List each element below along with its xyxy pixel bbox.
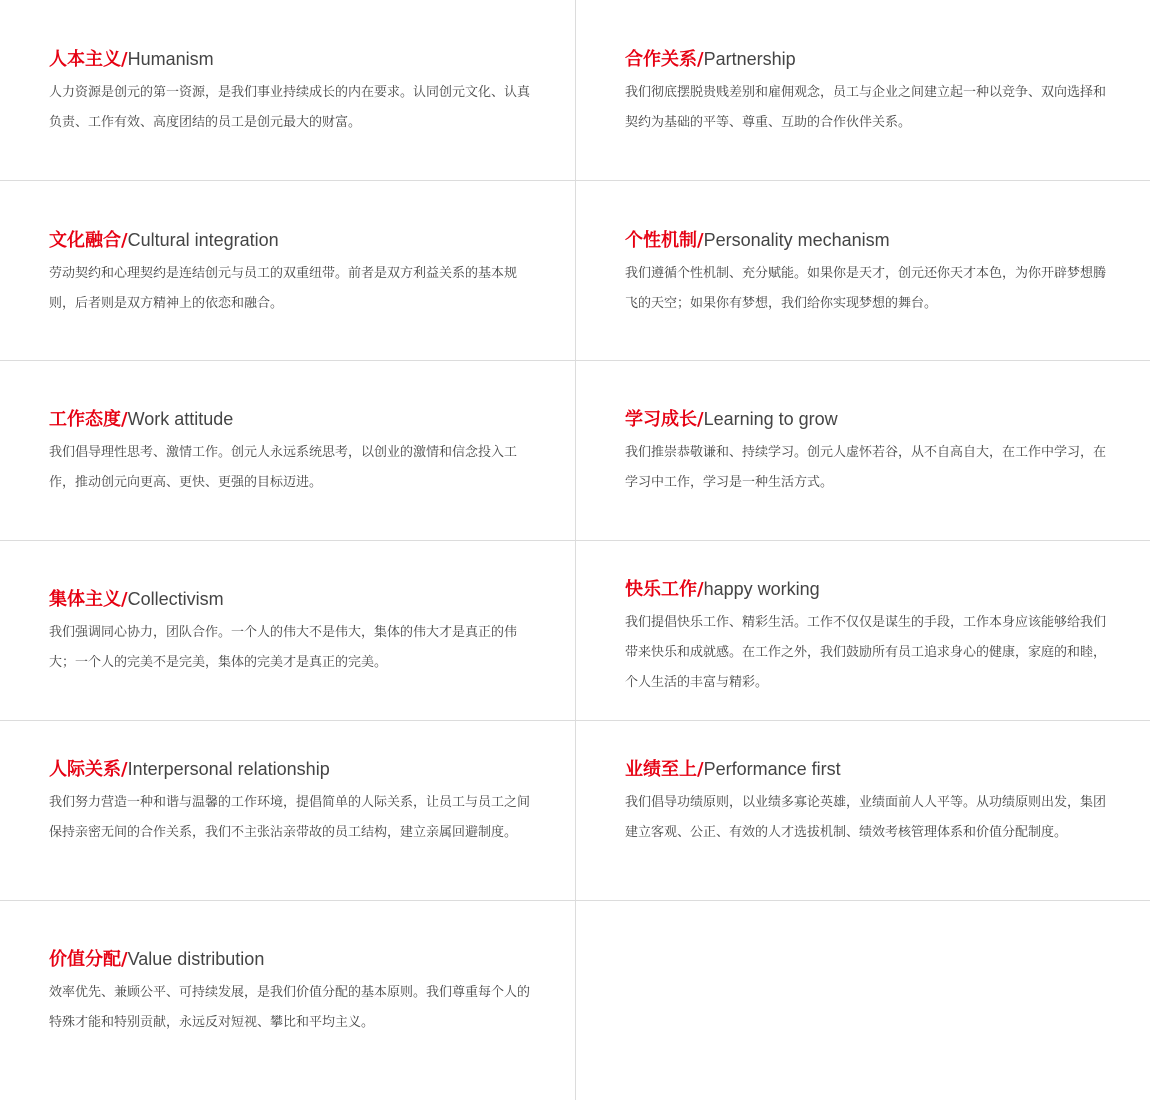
value-title [49,947,535,972]
value-description: 人力资源是创元的第一资源，是我们事业持续成长的内在要求。认同创元文化、认真负责、工作有效、高度团结的员工是创元最大的财富。 [49,85,531,130]
value-title [49,228,535,253]
value-description: 劳动契约和心理契约是连结创元与员工的双重纽带。前者是双方利益关系的基本规则，后者则是双方精神上的依恋和融合。 [49,266,518,311]
value-title-en: Value distribution [127,949,265,969]
value-title-zh: 人际关系/ [49,759,128,780]
value-title-en: Partnership [703,49,796,69]
value-description: 我们强调同心协力，团队合作。一个人的伟大不是伟大，集体的伟大才是真正的伟大；一个人的完美不是完美，集体的完美才是真正的完美。 [49,625,518,670]
value-description: 我们努力营造一种和谐与温馨的工作环境，提倡简单的人际关系，让员工与员工之间保持亲密无间的合作关系，我们不主张沾亲带故的员工结构，建立亲属回避制度。 [49,795,531,840]
value-item-humanism [0,47,575,138]
value-item-value-distribution [0,947,575,1038]
value-title-en: Collectivism [127,589,224,609]
row-divider [0,900,1150,901]
value-description: 我们倡导功绩原则，以业绩多寡论英雄，业绩面前人人平等。从功绩原则出发，集团建立客观、公正、有效的人才选拔机制、绩效考核管理体系和价值分配制度。 [625,795,1107,840]
value-title [625,47,1111,72]
value-description: 我们提倡快乐工作、精彩生活。工作不仅仅是谋生的手段，工作本身应该能够给我们带来快乐和成就感。在工作之外，我们鼓励所有员工追求身心的健康，家庭的和睦，个人生活的丰富与精彩。 [625,615,1107,690]
value-title-zh: 个性机制/ [625,230,704,251]
value-title-zh: 工作态度/ [49,409,128,430]
value-title-en: happy working [703,579,820,599]
value-title-zh: 合作关系/ [625,49,704,70]
column-divider [575,0,576,1100]
value-title-zh: 集体主义/ [49,589,128,610]
value-title-en: Personality mechanism [703,230,890,250]
value-title-zh: 价值分配/ [49,949,128,970]
row-divider [0,540,1150,541]
value-title-en: Humanism [127,49,214,69]
value-title-en: Work attitude [127,409,234,429]
value-description: 我们彻底摆脱贵贱差别和雇佣观念，员工与企业之间建立起一种以竞争、双向选择和契约为基础的平等、尊重、互助的合作伙伴关系。 [625,85,1107,130]
value-title [49,757,535,782]
value-title [625,757,1111,782]
value-item-cultural-integration [0,228,575,319]
value-item-partnership [576,47,1150,138]
value-title-en: Interpersonal relationship [127,759,330,779]
value-title [625,577,1111,602]
value-title [49,47,535,72]
value-title [49,407,535,432]
value-title [625,228,1111,253]
value-title-en: Cultural integration [127,230,279,250]
value-title-zh: 文化融合/ [49,230,128,251]
value-item-performance-first [576,757,1150,848]
value-item-work-attitude [0,407,575,498]
value-description: 我们倡导理性思考、激情工作。创元人永远系统思考，以创业的激情和信念投入工作，推动创元向更高、更快、更强的目标迈进。 [49,445,518,490]
value-item-learning-to-grow [576,407,1150,498]
value-item-collectivism [0,587,575,678]
value-title [49,587,535,612]
value-title-en: Performance first [703,759,841,779]
value-description: 效率优先、兼顾公平、可持续发展，是我们价值分配的基本原则。我们尊重每个人的特殊才能和特别贡献，永远反对短视、攀比和平均主义。 [49,985,531,1030]
row-divider [0,180,1150,181]
value-title-zh: 人本主义/ [49,49,128,70]
value-item-interpersonal-relationship [0,757,575,848]
value-title-en: Learning to grow [703,409,838,429]
value-title-zh: 业绩至上/ [625,759,704,780]
value-title-zh: 快乐工作/ [625,579,704,600]
row-divider [0,720,1150,721]
value-item-personality-mechanism [576,228,1150,319]
row-divider [0,360,1150,361]
value-title [625,407,1111,432]
value-item-happy-working [576,577,1150,698]
value-description: 我们推崇恭敬谦和、持续学习。创元人虚怀若谷，从不自高自大，在工作中学习，在学习中工作，学习是一种生活方式。 [625,445,1107,490]
value-title-zh: 学习成长/ [625,409,704,430]
value-description: 我们遵循个性机制、充分赋能。如果你是天才，创元还你天才本色，为你开辟梦想腾飞的天空；如果你有梦想，我们给你实现梦想的舞台。 [625,266,1107,311]
